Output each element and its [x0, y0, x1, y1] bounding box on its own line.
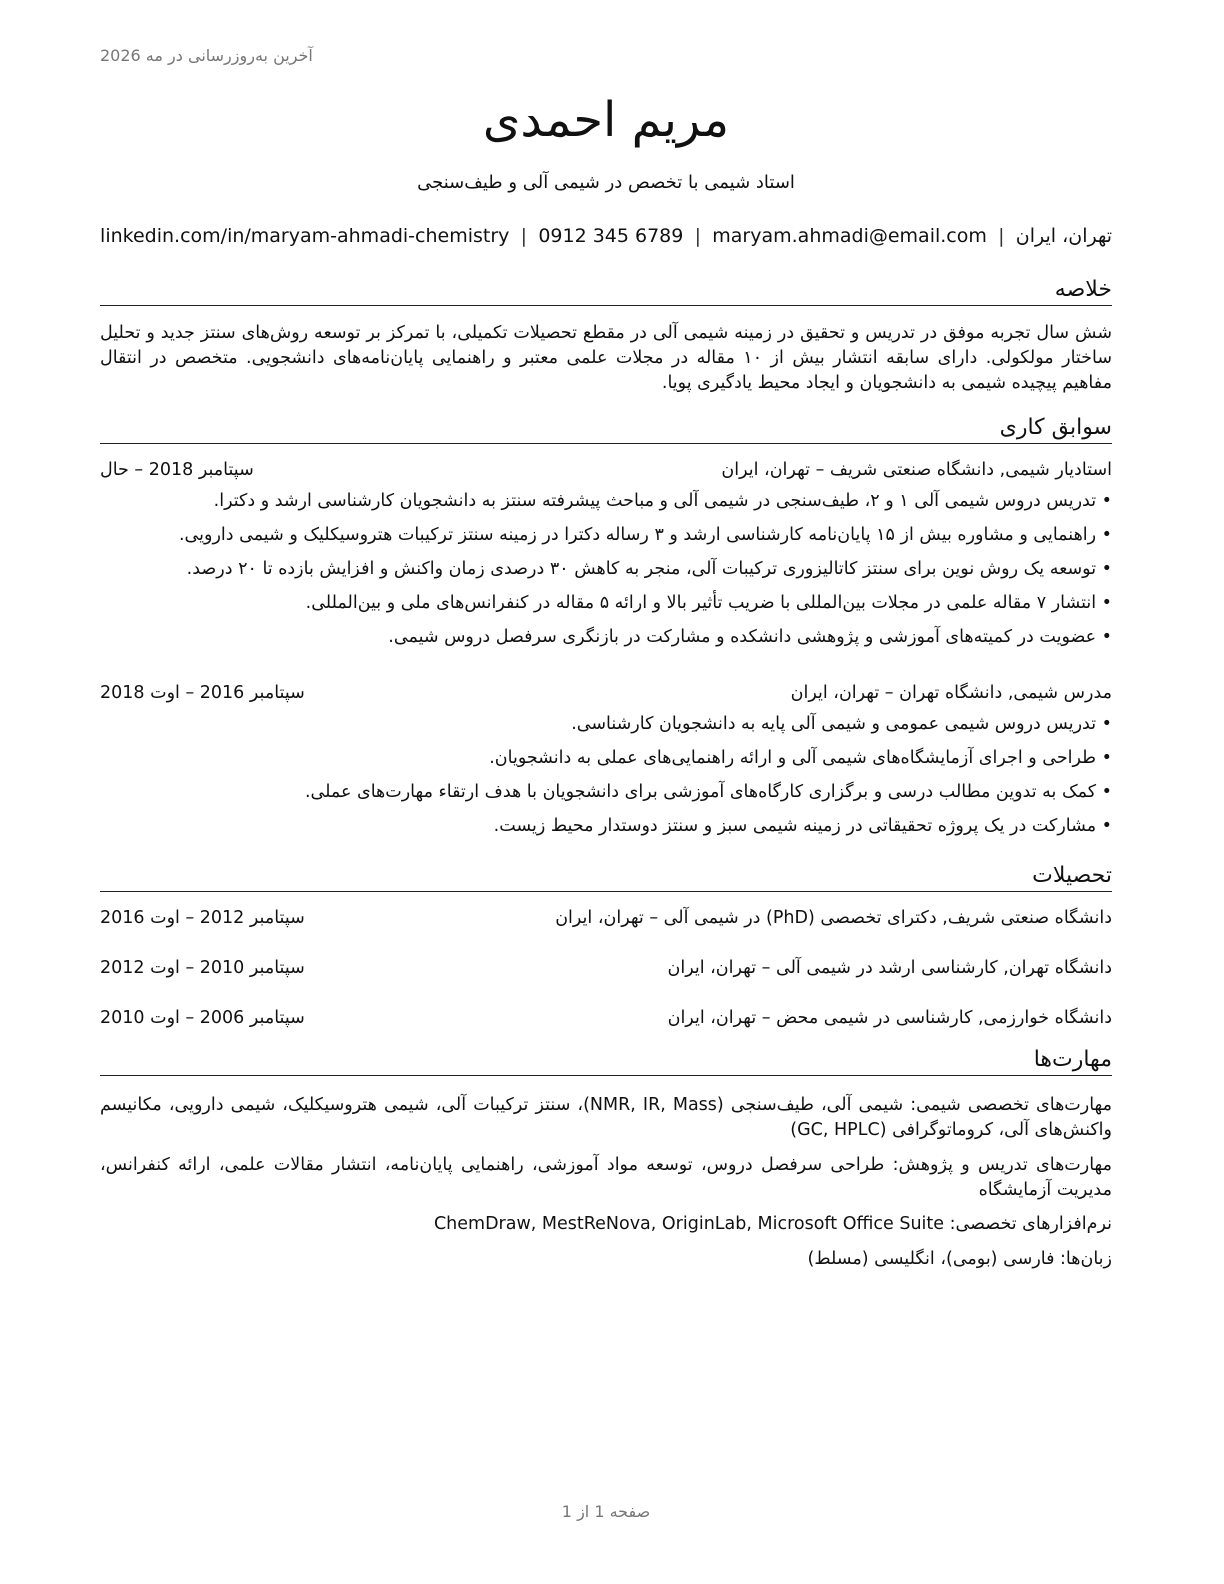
experience-bullet: • کمک به تدوین مطالب درسی و برگزاری کارگاه‌های آموزشی برای دانشجویان با هدف ارتقاء مهارت‌های عملی. [100, 775, 1112, 809]
experience-bullet: • تدریس دروس شیمی عمومی و شیمی آلی پایه به دانشجویان کارشناسی. [100, 707, 1112, 741]
experience-bullets [100, 707, 1112, 843]
experience-bullet: • توسعه یک روش نوین برای سنتز کاتالیزوری ترکیبات آلی، منجر به کاهش ۳۰ درصدی زمان واکنش و افزایش بازده تا ۲۰ درصد. [100, 552, 1112, 586]
experience-bullet: • راهنمایی و مشاوره بیش از ۱۵ پایان‌نامه کارشناسی ارشد و ۳ رساله دکترا در زمینه سنتز ترکیبات هتروسیکلیک و شیمی دارویی. [100, 518, 1112, 552]
experience-entry-header [100, 457, 1112, 483]
experience-bullet: • انتشار ۷ مقاله علمی در مجلات بین‌المللی با ضریب تأثیر بالا و ارائه ۵ مقاله در کنفرانس‌های ملی و بین‌المللی. [100, 586, 1112, 620]
section-heading-experience: سوابق کاری [100, 414, 1112, 444]
resume-page [100, 0, 1112, 1584]
candidate-name: مریم احمدی [482, 92, 730, 148]
experience-dates: سپتامبر 2018 – حال [100, 460, 254, 480]
candidate-tagline: استاد شیمی با تخصص در شیمی آلی و طیف‌سنجی [417, 172, 795, 193]
section-heading-education: تحصیلات [100, 862, 1112, 892]
education-entry [100, 905, 1112, 931]
education-dates: سپتامبر 2010 – اوت 2012 [100, 958, 305, 978]
contact-line [100, 222, 1112, 250]
experience-title: مدرس شیمی, دانشگاه تهران – تهران، ایران [790, 683, 1112, 703]
experience-title: استادیار شیمی, دانشگاه صنعتی شریف – تهران، ایران [721, 460, 1112, 480]
section-heading-summary: خلاصه [100, 276, 1112, 306]
contact-linkedin[interactable]: linkedin.com/in/maryam-ahmadi-chemistry [100, 225, 510, 247]
education-title: دانشگاه خوارزمی, کارشناسی در شیمی محض – تهران، ایران [667, 1008, 1112, 1028]
contact-separator: | [520, 225, 528, 247]
skill-line: مهارت‌های تخصصی شیمی: شیمی آلی، طیف‌سنجی (NMR, IR, Mass)، سنتز ترکیبات آلی، شیمی هتروسیکلیک، شیمی دارویی، مکانیسم واکنش‌های آلی، کروماتوگرافی (GC, HPLC) [100, 1095, 1112, 1140]
education-entry [100, 1005, 1112, 1031]
section-heading-skills: مهارت‌ها [100, 1046, 1112, 1076]
summary-text: شش سال تجربه موفق در تدریس و تحقیق در زمینه شیمی آلی در مقطع تحصیلات تکمیلی، با تمرکز بر توسعه روش‌های سنتز جدید و تحلیل ساختار مولکولی. دارای سابقه انتشار بیش از ۱۰ مقاله در مجلات علمی معتبر و راهنمایی پایان‌نامه‌های دانشجویی. متخصص در انتقال مفاهیم پیچیده شیمی به دانشجویان و ایجاد محیط یادگیری پویا. [100, 323, 1112, 393]
contact-phone[interactable]: 0912 345 6789 [538, 225, 684, 247]
education-title: دانشگاه صنعتی شریف, دکترای تخصصی (PhD) در شیمی آلی – تهران، ایران [555, 908, 1112, 928]
experience-bullet: • طراحی و اجرای آزمایشگاه‌های شیمی آلی و ارائه راهنمایی‌های عملی به دانشجویان. [100, 741, 1112, 775]
education-entry [100, 955, 1112, 981]
skill-line: مهارت‌های تدریس و پژوهش: طراحی سرفصل دروس، توسعه مواد آموزشی، راهنمایی پایان‌نامه، انتشار مقالات علمی، ارائه کنفرانس، مدیریت آزمایشگاه [100, 1155, 1112, 1200]
page-number-footer: صفحه 1 از 1 [561, 1502, 651, 1521]
contact-location: تهران، ایران [1015, 225, 1112, 247]
education-dates: سپتامبر 2012 – اوت 2016 [100, 908, 305, 928]
experience-bullet: • مشارکت در یک پروژه تحقیقاتی در زمینه شیمی سبز و سنتز دوستدار محیط زیست. [100, 809, 1112, 843]
last-updated-note: آخرین به‌روزرسانی در مه 2026 [100, 46, 313, 65]
skill-line: نرم‌افزارهای تخصصی: ChemDraw, MestReNova, OriginLab, Microsoft Office Suite [433, 1214, 1112, 1234]
contact-email[interactable]: maryam.ahmadi@email.com [712, 225, 987, 247]
education-dates: سپتامبر 2006 – اوت 2010 [100, 1008, 305, 1028]
experience-entry-header [100, 680, 1112, 706]
contact-separator: | [998, 225, 1005, 247]
education-title: دانشگاه تهران, کارشناسی ارشد در شیمی آلی – تهران، ایران [667, 958, 1112, 978]
skill-line: زبان‌ها: فارسی (بومی)، انگلیسی (مسلط) [807, 1249, 1112, 1269]
experience-bullet: • عضویت در کمیته‌های آموزشی و پژوهشی دانشکده و مشارکت در بازنگری سرفصل دروس شیمی. [100, 620, 1112, 654]
experience-bullets [100, 484, 1112, 654]
experience-dates: سپتامبر 2016 – اوت 2018 [100, 683, 305, 703]
experience-bullet: • تدریس دروس شیمی آلی ۱ و ۲، طیف‌سنجی در شیمی آلی و مباحث پیشرفته سنتز به دانشجویان کارشناسی ارشد و دکترا. [100, 484, 1112, 518]
contact-separator: | [694, 225, 702, 247]
